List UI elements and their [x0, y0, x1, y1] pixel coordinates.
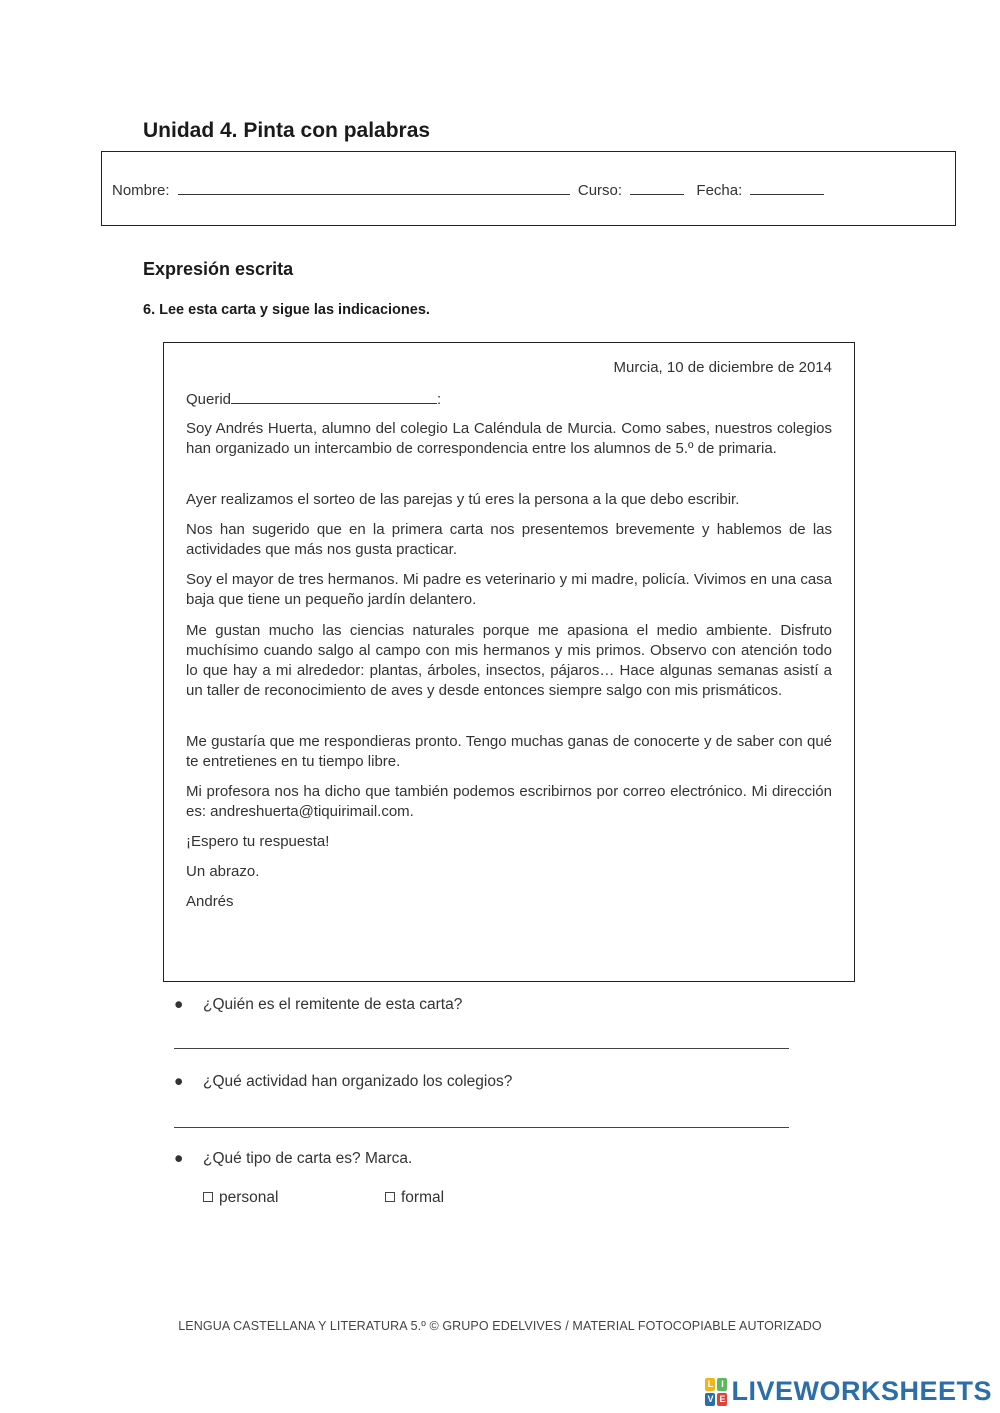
answer-line-2[interactable]	[174, 1127, 789, 1128]
liveworksheets-logo	[705, 1376, 992, 1407]
page-title: Unidad 4. Pinta con palabras	[143, 119, 431, 142]
letter-salutation: Querid :	[186, 391, 442, 408]
option-personal[interactable]	[203, 1189, 278, 1207]
course-label: Curso:	[577, 182, 623, 199]
checkbox-icon[interactable]	[385, 1192, 395, 1202]
logo-letter: E	[719, 1393, 726, 1404]
question-2	[174, 1073, 512, 1091]
question-text: ¿Qué tipo de carta es? Marca.	[203, 1150, 413, 1167]
letter-paragraph: Me gustan mucho las ciencias naturales porque me apasiona el medio ambiente. Disfruto muchísimo cuando salgo al campo con mis hermanos y mis primos. Observo con atención todo lo que hay a mi alrededor: plantas, árboles, insectos, pájaros… Hace algunas semanas asistí a un taller de reconocimiento de aves y desde entonces siempre salgo con mis prismáticos.	[186, 622, 832, 699]
letter-paragraph: Soy Andrés Huerta, alumno del colegio La Caléndula de Murcia. Como sabes, nuestros colegios han organizado un intercambio de correspondencia entre los alumnos de 5.º de primaria.	[186, 420, 832, 457]
salutation-blank[interactable]	[231, 389, 437, 404]
exercise-instruction: 6. Lee esta carta y sigue las indicaciones.	[143, 302, 430, 318]
liveworksheets-wordmark: LIVEWORKSHEETS	[731, 1376, 992, 1406]
bullet-icon: ●	[174, 1073, 184, 1090]
footer-copyright: LENGUA CASTELLANA Y LITERATURA 5.º © GRUPO EDELVIVES / MATERIAL FOTOCOPIABLE AUTORIZADO	[178, 1319, 822, 1333]
bullet-icon: ●	[174, 996, 184, 1013]
letter-paragraph: Ayer realizamos el sorteo de las parejas y tú eres la persona a la que debo escribir.	[186, 491, 740, 508]
letter-paragraph: Un abrazo.	[186, 863, 260, 880]
logo-letter: I	[717, 1378, 727, 1391]
name-field[interactable]	[178, 180, 570, 195]
letter-signature: Andrés	[186, 893, 234, 910]
logo-letter: L	[705, 1378, 715, 1391]
date-label: Fecha:	[696, 182, 743, 199]
question-3	[174, 1150, 412, 1168]
letter-date: Murcia, 10 de diciembre de 2014	[613, 359, 832, 376]
letter-box	[163, 342, 855, 982]
liveworksheets-icon	[705, 1378, 727, 1406]
course-field[interactable]	[630, 180, 684, 195]
letter-paragraph: Me gustaría que me respondieras pronto. Tengo muchas ganas de conocerte y de saber con qué te entretienes en tu tiempo libre.	[186, 733, 832, 770]
name-label: Nombre:	[112, 182, 170, 199]
student-info-box	[101, 151, 956, 226]
salutation-text: Querid	[186, 391, 232, 408]
question-1	[174, 996, 462, 1014]
option-formal[interactable]	[385, 1189, 444, 1207]
letter-paragraph: Nos han sugerido que en la primera carta nos presentemos brevemente y hablemos de las actividades que más nos gusta practicar.	[186, 521, 832, 558]
letter-paragraph: ¡Espero tu respuesta!	[186, 833, 330, 850]
date-field[interactable]	[750, 180, 824, 195]
option-label: formal	[401, 1189, 445, 1206]
answer-line-1[interactable]	[174, 1048, 789, 1049]
checkbox-icon[interactable]	[203, 1192, 213, 1202]
question-text: ¿Qué actividad han organizado los colegios?	[203, 1073, 513, 1090]
letter-paragraph: Soy el mayor de tres hermanos. Mi padre es veterinario y mi madre, policía. Vivimos en una casa baja que tiene un pequeño jardín delantero.	[186, 571, 832, 608]
question-text: ¿Quién es el remitente de esta carta?	[203, 996, 463, 1013]
student-info-row	[112, 180, 828, 199]
logo-letter: V	[707, 1393, 714, 1404]
option-label: personal	[219, 1189, 279, 1206]
bullet-icon: ●	[174, 1150, 184, 1167]
letter-paragraph: Mi profesora nos ha dicho que también podemos escribirnos por correo electrónico. Mi dirección es: andreshuerta@tiquirimail.com.	[186, 783, 832, 820]
section-title: Expresión escrita	[143, 259, 294, 279]
